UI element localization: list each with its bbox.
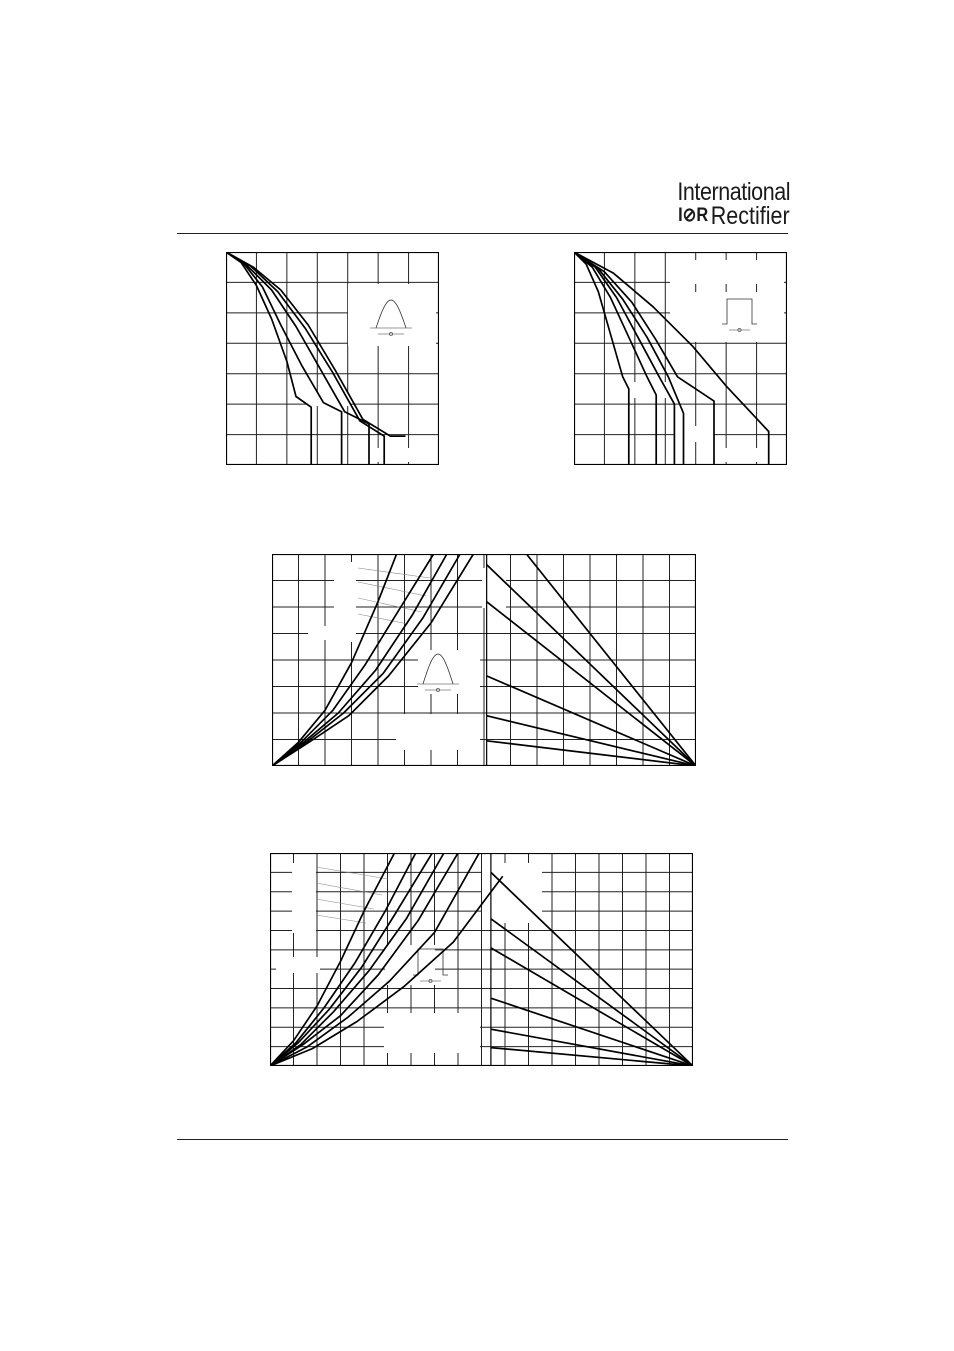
footer-rule (177, 1139, 788, 1140)
chart-4 (270, 853, 693, 1066)
series-line (491, 1048, 693, 1066)
series-line (487, 565, 696, 766)
brand-line-2 (679, 204, 790, 228)
label-area (670, 260, 784, 284)
leader-line (316, 883, 382, 895)
label-area (276, 957, 320, 973)
label-area (292, 863, 316, 933)
chart-2 (574, 252, 787, 465)
chart-1-plot (226, 252, 439, 465)
label-area (308, 626, 356, 640)
brand-logo (640, 178, 790, 230)
leader-line (358, 614, 408, 624)
header-rule (177, 233, 788, 234)
label-area (396, 714, 480, 750)
chart-2-plot (574, 252, 787, 465)
chart-3-plot (272, 554, 696, 766)
label-area (348, 284, 436, 346)
brand-name-international: International (677, 178, 790, 206)
ior-logo-mark: I⊘R (678, 205, 709, 226)
brand-name-rectifier: Rectifier (711, 202, 790, 230)
chart-3 (272, 554, 696, 766)
series-line (226, 252, 384, 465)
label-area (306, 392, 350, 406)
label-area (376, 448, 416, 462)
series-line (487, 676, 696, 766)
label-area (704, 448, 764, 462)
series-line (491, 919, 693, 1066)
leader-line (358, 598, 422, 612)
leader-line (316, 867, 388, 879)
label-area (384, 1013, 480, 1053)
chart-4-plot (270, 853, 693, 1066)
label-area (482, 568, 506, 608)
chart-1 (226, 252, 439, 465)
label-area (674, 426, 714, 442)
